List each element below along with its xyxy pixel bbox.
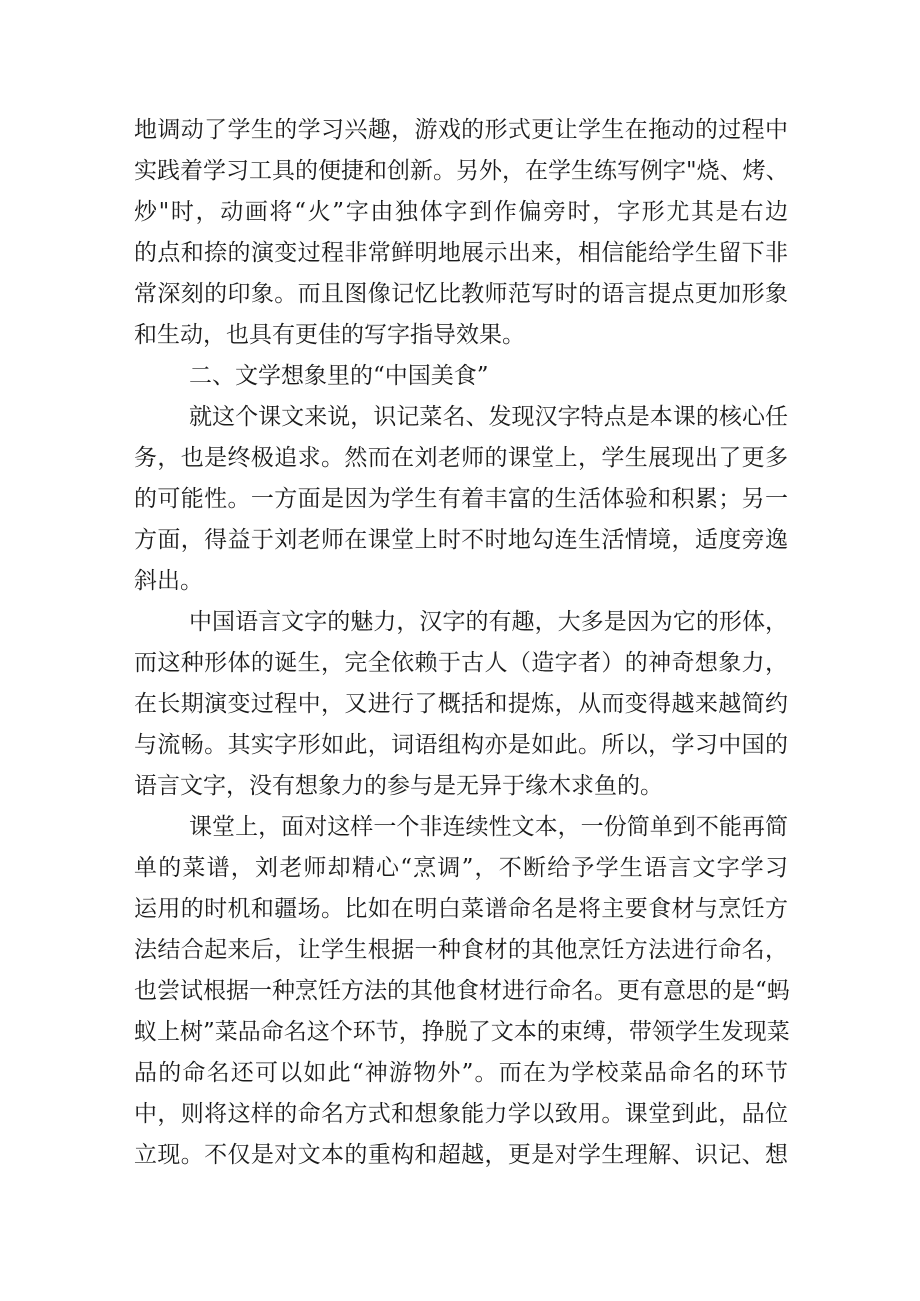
body-text <box>134 110 788 1176</box>
text-line: 实践着学习工具的便捷和创新。另外，在学生练写例字"烧、烤、 <box>134 158 789 184</box>
paragraph <box>134 397 788 602</box>
paragraph <box>134 356 788 397</box>
text-line: 就这个课文来说，识记菜名、发现汉字特点是本课的核心任 <box>189 404 788 430</box>
text-line: 而这种形体的诞生，完全依赖于古人（造字者）的神奇想象力， <box>134 650 788 676</box>
text-line: 务，也是终极追求。然而在刘老师的课堂上，学生展现出了更多 <box>134 445 788 471</box>
text-line: 斜出。 <box>134 568 203 594</box>
text-line: 语言文字，没有想象力的参与是无异于缘木求鱼的。 <box>134 773 663 799</box>
text-line: 运用的时机和疆场。比如在明白菜谱命名是将主要食材与烹饪方 <box>134 896 788 922</box>
text-line: 常深刻的印象。而且图像记忆比教师范写时的语言提点更加形象 <box>134 281 788 307</box>
text-line: 的可能性。一方面是因为学生有着丰富的生活体验和积累；另一 <box>134 486 788 512</box>
text-line: 与流畅。其实字形如此，词语组构亦是如此。所以，学习中国的 <box>134 732 788 758</box>
text-line: 也尝试根据一种烹饪方法的其他食材进行命名。更有意思的是“蚂 <box>134 978 790 1004</box>
text-line: 中，则将这样的命名方式和想象能力学以致用。课堂到此，品位 <box>134 1101 788 1127</box>
text-line: 的点和捺的演变过程非常鲜明地展示出来，相信能给学生留下非 <box>134 240 788 266</box>
text-line: 法结合起来后，让学生根据一种食材的其他烹饪方法进行命名， <box>134 937 788 963</box>
text-line: 在长期演变过程中，又进行了概括和提炼，从而变得越来越简约 <box>134 691 788 717</box>
text-line: 和生动，也具有更佳的写字指导效果。 <box>134 322 525 348</box>
text-line: 中国语言文字的魅力，汉字的有趣，大多是因为它的形体， <box>189 609 788 635</box>
text-line: 课堂上，面对这样一个非连续性文本，一份简单到不能再简 <box>189 814 788 840</box>
text-line: 炒"时，动画将“火”字由独体字到作偏旁时，字形尤其是右边 <box>134 199 788 225</box>
text-line: 品的命名还可以如此“神游物外”。而在为学校菜品命名的环节 <box>134 1060 788 1086</box>
text-line: 方面，得益于刘老师在课堂上时不时地勾连生活情境，适度旁逸 <box>134 527 788 553</box>
paragraph <box>134 110 788 356</box>
paragraph <box>134 807 788 1176</box>
text-line: 单的菜谱，刘老师却精心“烹调”，不断给予学生语言文字学习 <box>134 855 788 881</box>
text-line: 立现。不仅是对文本的重构和超越，更是对学生理解、识记、想 <box>134 1142 788 1168</box>
document-page <box>134 110 788 1176</box>
text-line: 地调动了学生的学习兴趣，游戏的形式更让学生在拖动的过程中 <box>134 117 788 143</box>
text-line: 二、文学想象里的“中国美食” <box>189 363 489 389</box>
paragraph <box>134 602 788 807</box>
text-line: 蚁上树”菜品命名这个环节，挣脱了文本的束缚，带领学生发现菜 <box>134 1019 790 1045</box>
